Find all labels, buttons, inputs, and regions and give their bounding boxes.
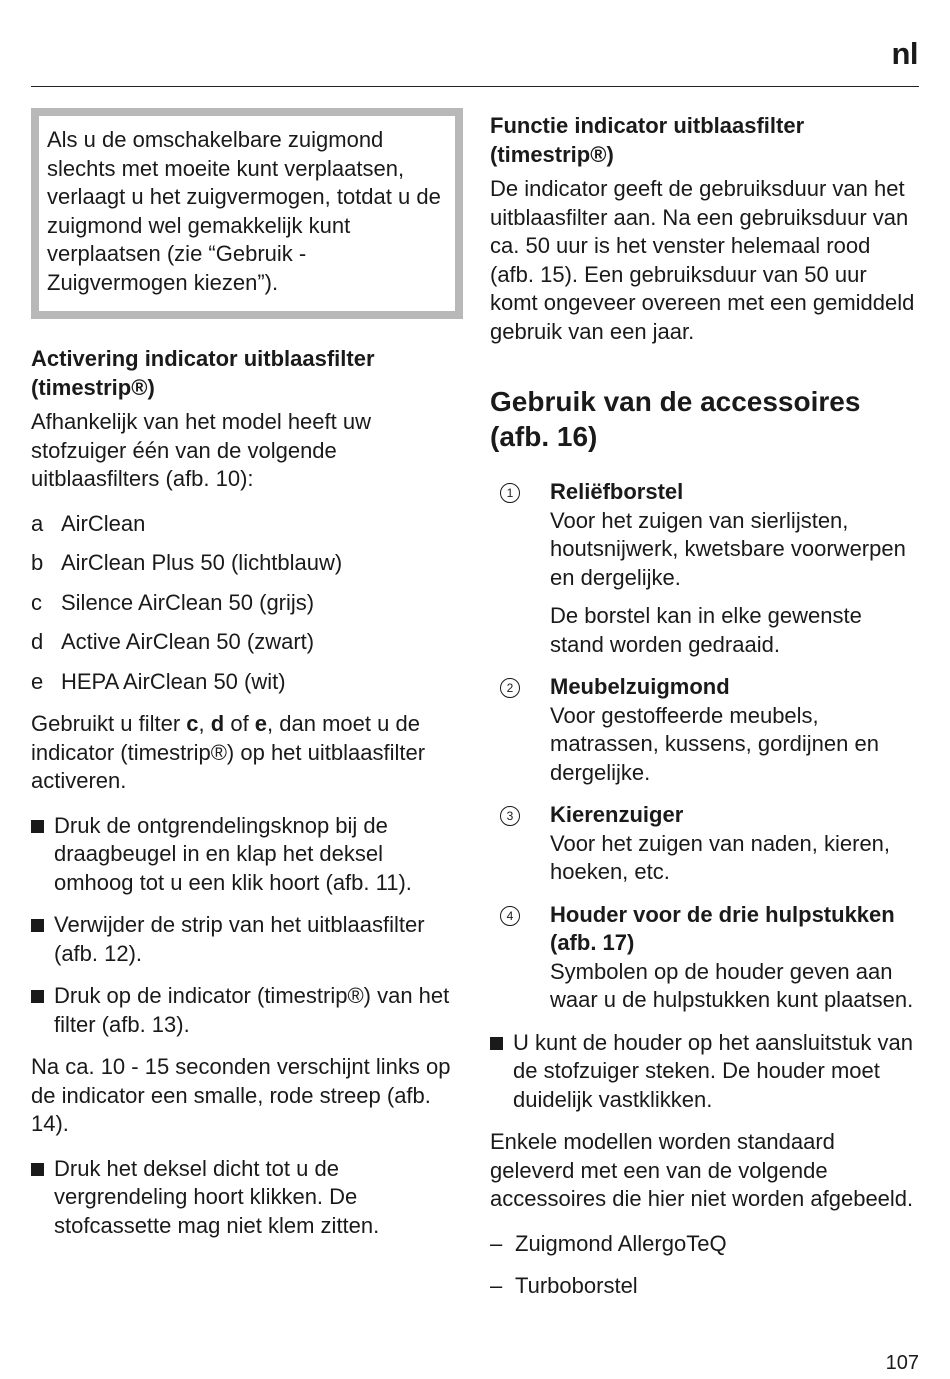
step-text: Druk de ontgrendelingsknop bij de draagbeugel in en klap het deksel omhoog tot u een klik hoort (afb. 11). [54,812,412,895]
function-text: De indicator geeft de gebruiksduur van het uitblaasfilter aan. Na een gebruiksduur van ca. 50 uur is het venster helemaal rood (afb. 15). Een gebruiksduur van 50 uur komt ongeveer overeen met een gemiddeld gebruik van een jaar. [490,176,915,344]
function-heading: Functie indicator uitblaasfilter (timestrip®) [490,113,805,167]
accessory-list [490,478,920,1015]
bold-run: e [254,711,268,736]
accessory-desc: Voor het zuigen van sierlijsten, houtsnijwerk, kwetsbare voorwerpen en dergelijke. [550,507,906,590]
list-text: AirClean Plus 50 (lichtblauw) [61,550,343,575]
accessory-desc: Voor gestoffeerde meubels, matrassen, kussens, gordijnen en dergelijke. [550,702,879,785]
list-item [31,982,463,1039]
accessory-title: Meubelzuigmond [550,674,730,699]
list-key: c [31,589,42,615]
text-run: , dan moet u de indicator (timestrip®) op het uitblaasfilter activeren. [31,711,426,793]
activation-intro: Afhankelijk van het model heeft uw stofzuiger één van de volgende uitblaasfilters (afb. 10): [31,409,371,491]
list-key: a [31,510,44,536]
list-text: AirClean [61,510,146,536]
extra-text: Turboborstel [515,1273,638,1298]
square-bullet-icon [31,990,44,1003]
list-key: e [31,668,44,694]
holder-step-list [490,1029,920,1115]
circled-number: 4 [500,906,520,926]
accessory-title: Kierenzuiger [550,802,684,827]
bold-run: d [210,711,225,736]
accessory-desc: Symbolen op de houder geven aan waar u de hulpstukken kunt plaatsen. [550,958,914,1012]
list-text: Silence AirClean 50 (grijs) [61,589,315,615]
list-item [31,668,463,697]
circled-number: 2 [500,678,520,698]
accessory-extra: De borstel kan in elke gewenste stand worden gedraaid. [550,603,862,657]
step-text: U kunt de houder op het aansluitstuk van de stofzuiger steken. De houder moet duidelijk vastklikken. [513,1029,913,1112]
step-text: Druk op de indicator (timestrip®) van het filter (afb. 13). [54,983,450,1037]
list-text: Active AirClean 50 (zwart) [61,629,315,654]
circled-number: 1 [500,483,520,503]
list-item [31,911,463,968]
accessory-body [550,478,920,659]
left-column [31,108,463,1254]
activation-instruction [31,710,463,796]
text-run: of [224,711,255,736]
text-run: , [198,711,211,736]
accessory-body [550,901,920,1015]
list-item [490,1230,920,1259]
activation-heading: Activering indicator uitblaasfilter (timestrip®) [31,346,375,400]
language-code: nl [891,36,918,71]
dash-bullet-icon: – [490,1273,503,1298]
step-text: Druk het deksel dicht tot u de vergrendeling hoort klikken. De stofcassette mag niet klem zitten. [54,1155,380,1238]
right-column [490,112,920,1315]
dash-bullet-icon: – [490,1230,503,1256]
square-bullet-icon [31,919,44,932]
accessory-body [550,801,920,887]
notice-box [31,108,463,319]
section-title: Gebruik van de accessoires (afb. 16) [490,386,861,452]
accessory-title: Reliëfborstel [550,479,684,504]
step-list [31,812,463,1040]
list-item [31,549,463,578]
filter-list [31,510,463,697]
extra-text: Zuigmond AllergoTeQ [515,1230,727,1256]
list-item [490,478,920,659]
header-rule [31,86,919,87]
list-item [31,628,463,657]
list-key: d [31,629,44,654]
step-text: Verwijder de strip van het uitblaasfilter (afb. 12). [54,912,425,966]
list-key: b [31,550,44,575]
list-item [490,901,920,1015]
list-item [490,1029,920,1115]
circled-number: 3 [500,806,520,826]
text-run: Gebruikt u filter [31,711,187,736]
list-item [490,1272,920,1301]
models-text: Enkele modellen worden standaard geleverd met een van de volgende accessoires die hier niet worden afgebeeld. [490,1129,914,1211]
accessory-desc: Voor het zuigen van naden, kieren, hoeken, etc. [550,830,891,884]
square-bullet-icon [31,1163,44,1176]
list-text: HEPA AirClean 50 (wit) [61,668,286,694]
extra-accessory-list [490,1230,920,1301]
square-bullet-icon [31,820,44,833]
accessory-title: Houder voor de drie hulpstukken (afb. 17) [550,901,895,955]
bold-run: c [186,711,199,736]
list-item [31,510,463,539]
accessory-body [550,673,920,787]
notice-text: Als u de omschakelbare zuigmond slechts met moeite kunt verplaatsen, verlaagt u het zuigvermogen, totdat u de zuigmond wel gemakkelijk kunt verplaatsen (zie “Gebruik - Zuigvermogen kiezen”). [47,127,441,295]
list-item [490,801,920,887]
after-text: Na ca. 10 - 15 seconden verschijnt links op de indicator een smalle, rode streep (afb. 14). [31,1054,451,1136]
list-item [490,673,920,787]
list-item [31,1155,463,1241]
page-number: 107 [885,1352,919,1374]
list-item [31,589,463,618]
final-step-list [31,1155,463,1241]
list-item [31,812,463,898]
square-bullet-icon [490,1037,503,1050]
